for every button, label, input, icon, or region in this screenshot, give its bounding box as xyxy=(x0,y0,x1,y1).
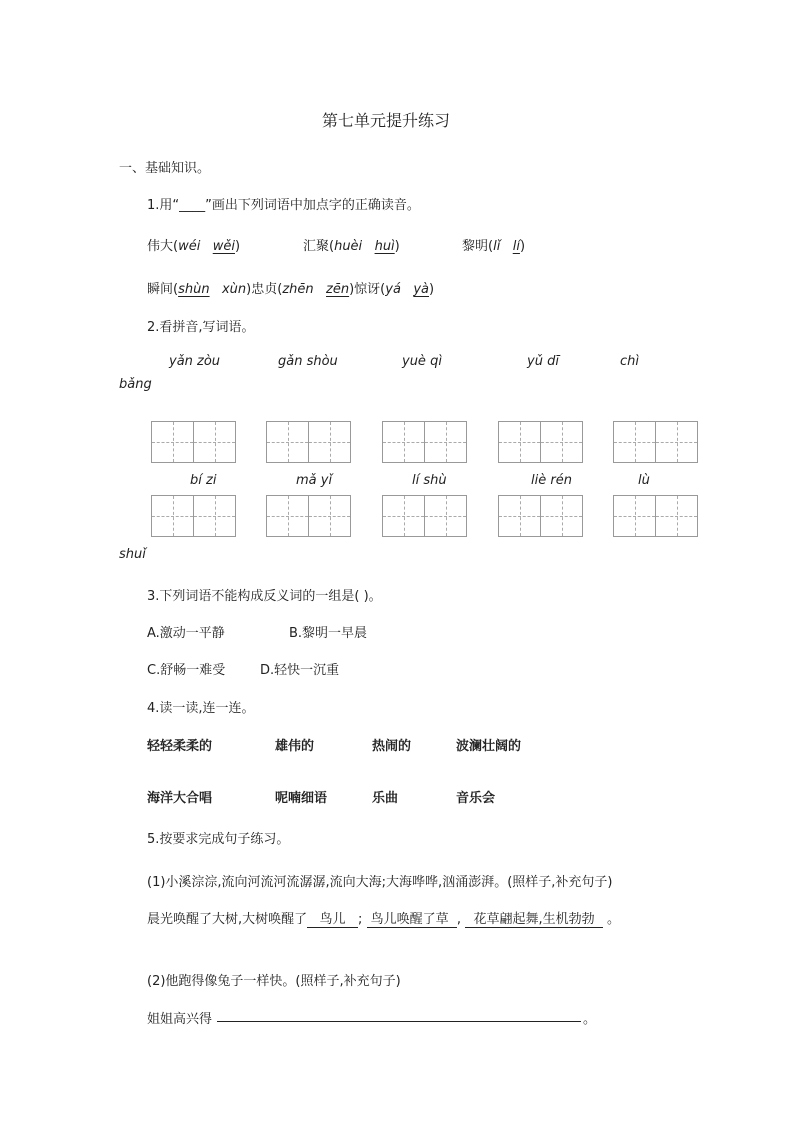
match-top-item[interactable]: 热闹的 xyxy=(372,739,412,754)
sentence-2-end: 。 xyxy=(583,1012,597,1027)
option-d: D.轻快一沉重 xyxy=(260,663,340,678)
sentence-2-prompt: (2)他跑得像兔子一样快。(照样子,补充句子) xyxy=(147,974,401,989)
writing-grid[interactable] xyxy=(382,495,467,537)
answer-blank[interactable]: 鸟儿 xyxy=(307,908,358,928)
writing-grid[interactable] xyxy=(613,495,698,537)
match-bottom-item[interactable]: 乐曲 xyxy=(372,791,399,806)
answer-blank[interactable]: 鸟儿唤醒了草 xyxy=(367,908,457,928)
answer-line[interactable] xyxy=(217,1006,581,1022)
answer-blank[interactable]: 花草翩起舞,生机勃勃 xyxy=(465,908,603,928)
pinyin-label: chì xyxy=(620,354,639,369)
writing-grid[interactable] xyxy=(266,495,351,537)
pinyin-label: bí zi xyxy=(190,473,217,488)
match-top-item[interactable]: 雄伟的 xyxy=(275,739,315,754)
option-a: A.激动一平静 xyxy=(147,626,225,641)
writing-grid[interactable] xyxy=(498,495,583,537)
q1-item: 汇聚(huèi huì) xyxy=(303,239,400,254)
sentence-2-prefix: 姐姐高兴得 xyxy=(147,1012,213,1027)
question-3-stem: 3.下列词语不能构成反义词的一组是( )。 xyxy=(147,589,382,604)
writing-grid[interactable] xyxy=(613,421,698,463)
match-top-item[interactable]: 轻轻柔柔的 xyxy=(147,739,213,754)
section-heading: 一、基础知识。 xyxy=(119,161,211,176)
pinyin-label: bǎng xyxy=(119,377,152,392)
match-bottom-item[interactable]: 呢喃细语 xyxy=(275,791,328,806)
pinyin-label: yuè qì xyxy=(402,354,442,369)
q1-item: 伟大(wéi wěi) xyxy=(147,239,241,254)
question-1-stem: 1.用“____”画出下列词语中加点字的正确读音。 xyxy=(147,198,420,213)
writing-grid[interactable] xyxy=(498,421,583,463)
pinyin-label: gǎn shòu xyxy=(278,354,338,369)
pinyin-label: liè rén xyxy=(531,473,572,488)
option-b: B.黎明一早晨 xyxy=(289,626,368,641)
writing-grid[interactable] xyxy=(151,421,236,463)
question-4-stem: 4.读一读,连一连。 xyxy=(147,701,255,716)
sentence-1-prompt: (1)小溪淙淙,流向河流河流潺潺,流向大海;大海哗哗,汹涌澎湃。(照样子,补充句子) xyxy=(147,875,613,890)
pinyin-label: shuǐ xyxy=(119,547,146,562)
option-c: C.舒畅一难受 xyxy=(147,663,226,678)
pinyin-label: yǔ dī xyxy=(527,354,559,369)
match-bottom-item[interactable]: 音乐会 xyxy=(456,791,496,806)
pinyin-label: mǎ yǐ xyxy=(296,473,333,488)
writing-grid[interactable] xyxy=(151,495,236,537)
pinyin-label: lù xyxy=(638,473,650,488)
q1-item: 瞬间(shùn xùn)忠贞(zhēn zēn)惊讶(yá yà) xyxy=(147,282,435,297)
match-bottom-item[interactable]: 海洋大合唱 xyxy=(147,791,213,806)
question-2-stem: 2.看拼音,写词语。 xyxy=(147,320,255,335)
sentence-1-answer: 晨光唤醒了大树,大树唤醒了 鸟儿 ; 鸟儿唤醒了草 , 花草翩起舞,生机勃勃 。 xyxy=(147,908,620,928)
q1-item: 黎明(lǐ lí) xyxy=(462,239,526,254)
pinyin-label: yǎn zòu xyxy=(169,354,221,369)
page-title: 第七单元提升练习 xyxy=(322,111,451,130)
writing-grid[interactable] xyxy=(382,421,467,463)
pinyin-label: lí shù xyxy=(412,473,447,488)
match-top-item[interactable]: 波澜壮阔的 xyxy=(456,739,522,754)
question-5-stem: 5.按要求完成句子练习。 xyxy=(147,832,290,847)
writing-grid[interactable] xyxy=(266,421,351,463)
